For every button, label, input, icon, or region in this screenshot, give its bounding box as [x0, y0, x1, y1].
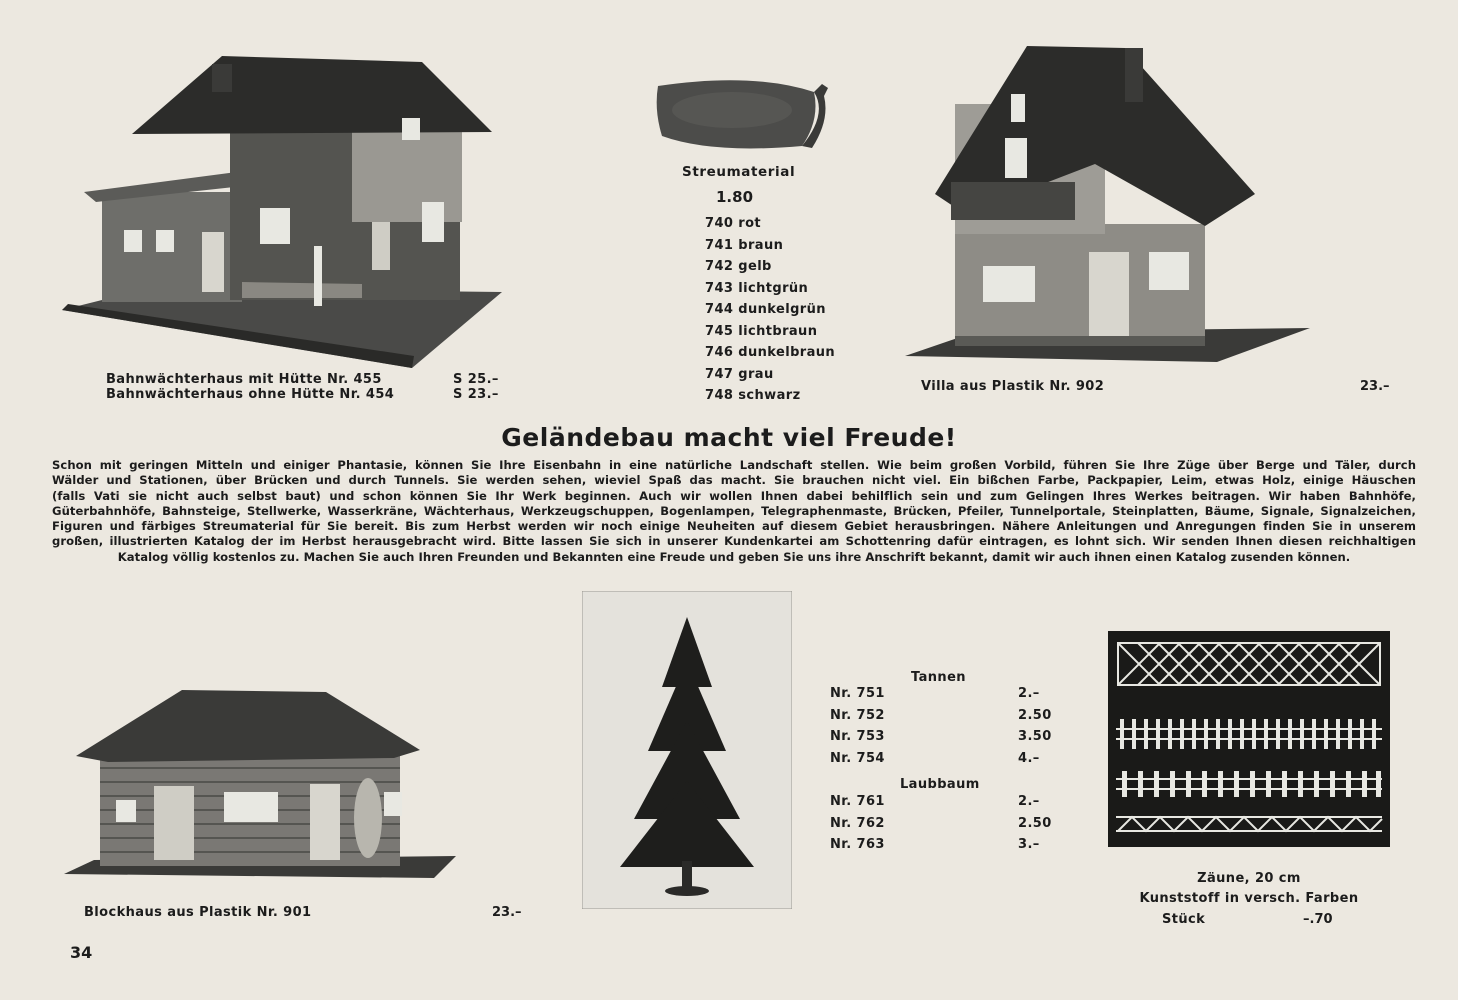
- bahnwaechterhaus-price-2: S 23.–: [453, 387, 499, 402]
- blockhaus-price: 23.–: [492, 905, 522, 920]
- laubbaum-list: [830, 791, 1060, 856]
- list-item: Nr. 762 2.50: [830, 815, 1052, 831]
- streumaterial-list: [705, 213, 835, 407]
- tannen-list: [830, 683, 1060, 769]
- zaeune-material: Kunststoff in versch. Farben: [1139, 891, 1359, 906]
- list-item: 746 dunkelbraun: [705, 345, 836, 360]
- list-item: 743 lichtgrün: [705, 280, 809, 296]
- article-line: (falls Vati sie nicht auch selbst baut) und schon können Sie Ihr Werk beginnen. Auch wir wollen Ihnen dabei behilflich sein und zum Gelingen Ihres Werkes beitragen. Wir haben Bahnhöfe,: [52, 488, 1416, 503]
- list-item: 748 schwarz: [705, 388, 801, 403]
- streumaterial-bag-image: [652, 70, 832, 160]
- tannen-title: Tannen: [911, 670, 966, 685]
- article-line: Wälder und Stationen, über Brücken und durch Tunnels. Sie werden sehen, wieviel Spaß das macht. Sie brauchen nicht viel. Ein bißchen Farbe, Packpapier, Leim, etwas Holz, einige Häuschen: [52, 473, 1416, 488]
- villa-image: [905, 44, 1315, 364]
- page-headline: Geländebau macht viel Freude!: [501, 423, 957, 452]
- list-item: 742 gelb: [705, 259, 772, 274]
- list-item: 745 lichtbraun: [705, 323, 818, 339]
- article-line: Figuren und färbiges Streumaterial für Sie bereit. Bis zum Herbst werden wir noch einige Neuheiten auf diesem Gebiet herausbringen. Nähere Anleitungen und Anregungen finden Sie in unserem: [52, 519, 1416, 534]
- laubbaum-title: Laubbaum: [900, 777, 980, 792]
- article-line: Katalog völlig kostenlos zu. Machen Sie auch Ihren Freunden und Bekannten eine Freude und geben Sie uns ihre Anschrift bekannt, damit wir auch ihnen einen Katalog zusenden können.: [117, 549, 1351, 564]
- list-item: Nr. 754 4.–: [830, 750, 1040, 766]
- list-item: Nr. 751 2.–: [830, 686, 1040, 701]
- zaeune-price: –.70: [1303, 912, 1333, 927]
- bahnwaechterhaus-image: [62, 52, 522, 368]
- zaeune-image: [1108, 631, 1390, 847]
- list-item: Nr. 752 2.50: [830, 707, 1052, 723]
- blockhaus-image: [64, 688, 464, 888]
- villa-price: 23.–: [1360, 379, 1390, 394]
- list-item: Nr. 763 3.–: [830, 837, 1040, 852]
- list-item: 741 braun: [705, 237, 784, 253]
- article-body: [52, 458, 1416, 565]
- list-item: 744 dunkelgrün: [705, 302, 826, 317]
- villa-label: Villa aus Plastik Nr. 902: [921, 379, 1105, 394]
- streumaterial-price: 1.80: [716, 188, 754, 206]
- list-item: Nr. 753 3.50: [830, 729, 1052, 744]
- blockhaus-label: Blockhaus aus Plastik Nr. 901: [84, 905, 312, 920]
- bahnwaechterhaus-label-2: Bahnwächterhaus ohne Hütte Nr. 454: [106, 387, 395, 402]
- article-line: großen, illustrierten Katalog der im Herbst herausgebracht wird. Bitte lassen Sie sich in unserer Kundenkartei am Schottenring dafür eintragen, es lohnt sich. Wir senden Ihnen diesen reichhaltigen: [52, 534, 1416, 549]
- zaeune-title: Zäune, 20 cm: [1197, 871, 1301, 886]
- bahnwaechterhaus-price-1: S 25.–: [453, 372, 499, 387]
- list-item: Nr. 761 2.–: [830, 794, 1040, 809]
- zaeune-unit: Stück: [1162, 912, 1206, 927]
- tanne-image: [582, 591, 792, 909]
- list-item: 747 grau: [705, 366, 774, 382]
- streumaterial-title: Streumaterial: [682, 164, 796, 180]
- list-item: 740 rot: [705, 216, 762, 231]
- article-line: Schon mit geringen Mitteln und einiger Phantasie, können Sie Ihre Eisenbahn in eine natürliche Landschaft stellen. Wie beim großen Vorbild, führen Sie Ihre Züge über Berge und Täler, durch: [52, 458, 1416, 472]
- bahnwaechterhaus-label-1: Bahnwächterhaus mit Hütte Nr. 455: [106, 372, 382, 387]
- page-number: 34: [70, 943, 93, 962]
- article-line: Güterbahnhöfe, Bahnsteige, Stellwerke, Wasserkräne, Wächterhaus, Werkzeugschuppen, Bogenlampen, Telegraphenmaste, Brücken, Pfeiler, Tunnelportale, Steinplatten, Bäume, Signale, Signalzeichen,: [52, 503, 1416, 518]
